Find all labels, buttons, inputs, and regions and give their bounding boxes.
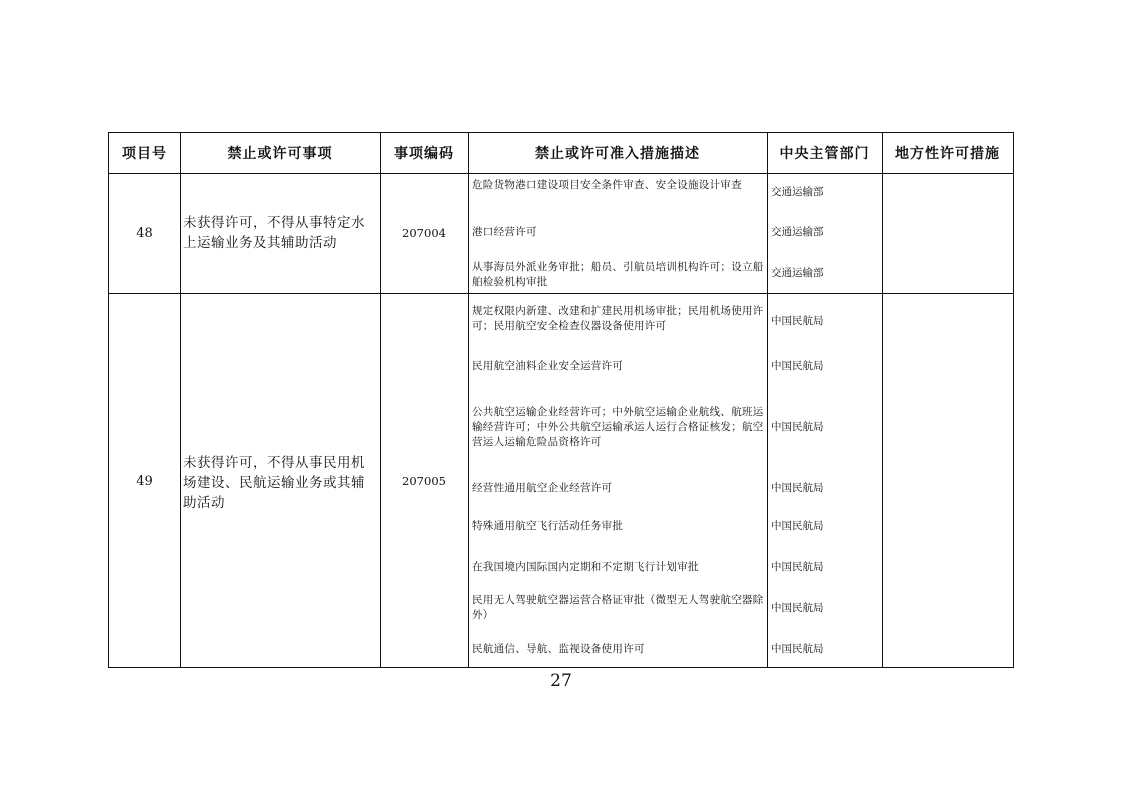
measure-dept: 中国民航局 bbox=[771, 602, 824, 614]
measure-dept: 中国民航局 bbox=[771, 561, 824, 573]
column-divider bbox=[767, 133, 768, 667]
measure-desc: 民用航空油料企业安全运营许可 bbox=[472, 360, 624, 372]
column-divider bbox=[468, 133, 469, 667]
measure-dept: 交通运输部 bbox=[771, 226, 824, 238]
measure-dept: 中国民航局 bbox=[771, 360, 824, 372]
row-item-text: 未获得许可，不得从事特定水上运输业务及其辅助活动 bbox=[183, 215, 365, 251]
measure-dept: 中国民航局 bbox=[771, 520, 824, 532]
header-item: 禁止或许可事项 bbox=[227, 146, 333, 162]
row-project-no: 48 bbox=[136, 225, 153, 241]
measure-dept: 交通运输部 bbox=[771, 186, 824, 198]
measure-desc: 公共航空运输企业经营许可；中外航空运输企业航线、航班运输经营许可；中外公共航空运输承运人运行合格证核发；航空营运人运输危险品资格许可 bbox=[472, 406, 764, 448]
permit-table bbox=[108, 132, 1014, 668]
measure-dept: 交通运输部 bbox=[771, 267, 824, 279]
measure-dept: 中国民航局 bbox=[771, 643, 824, 655]
measure-desc: 民用无人驾驶航空器运营合格证审批（微型无人驾驶航空器除外） bbox=[472, 594, 764, 621]
header-central-dept: 中央主管部门 bbox=[779, 146, 870, 162]
measure-desc: 规定权限内新建、改建和扩建民用机场审批；民用机场使用许可；民用航空安全检查仪器设备使用许可 bbox=[472, 305, 764, 332]
row-item-code: 207005 bbox=[402, 474, 446, 488]
header-code: 事项编码 bbox=[394, 146, 454, 162]
row-project-no: 49 bbox=[136, 473, 153, 489]
row-item-code: 207004 bbox=[402, 226, 446, 240]
row-divider bbox=[109, 293, 1013, 294]
measure-dept: 中国民航局 bbox=[771, 482, 824, 494]
header-divider bbox=[109, 173, 1013, 174]
column-divider bbox=[882, 133, 883, 667]
page-number: 27 bbox=[550, 671, 572, 691]
measure-desc: 民航通信、导航、监视设备使用许可 bbox=[472, 643, 645, 655]
measure-desc: 危险货物港口建设项目安全条件审查、安全设施设计审查 bbox=[472, 179, 742, 191]
measure-dept: 中国民航局 bbox=[771, 315, 824, 327]
measure-desc: 从事海员外派业务审批；船员、引航员培训机构许可；设立船舶检验机构审批 bbox=[472, 261, 764, 288]
row-item-text: 未获得许可，不得从事民用机场建设、民航运输业务或其辅助活动 bbox=[183, 455, 365, 511]
column-divider bbox=[180, 133, 181, 667]
measure-dept: 中国民航局 bbox=[771, 421, 824, 433]
measure-desc: 港口经营许可 bbox=[472, 226, 537, 238]
header-local-measures: 地方性许可措施 bbox=[895, 146, 1000, 162]
measure-desc: 特殊通用航空飞行活动任务审批 bbox=[472, 520, 624, 532]
measure-desc: 经营性通用航空企业经营许可 bbox=[472, 482, 613, 494]
header-measure-desc: 禁止或许可准入措施描述 bbox=[535, 146, 700, 162]
measure-desc: 在我国境内国际国内定期和不定期飞行计划审批 bbox=[472, 561, 699, 573]
header-project-no: 项目号 bbox=[122, 146, 167, 162]
